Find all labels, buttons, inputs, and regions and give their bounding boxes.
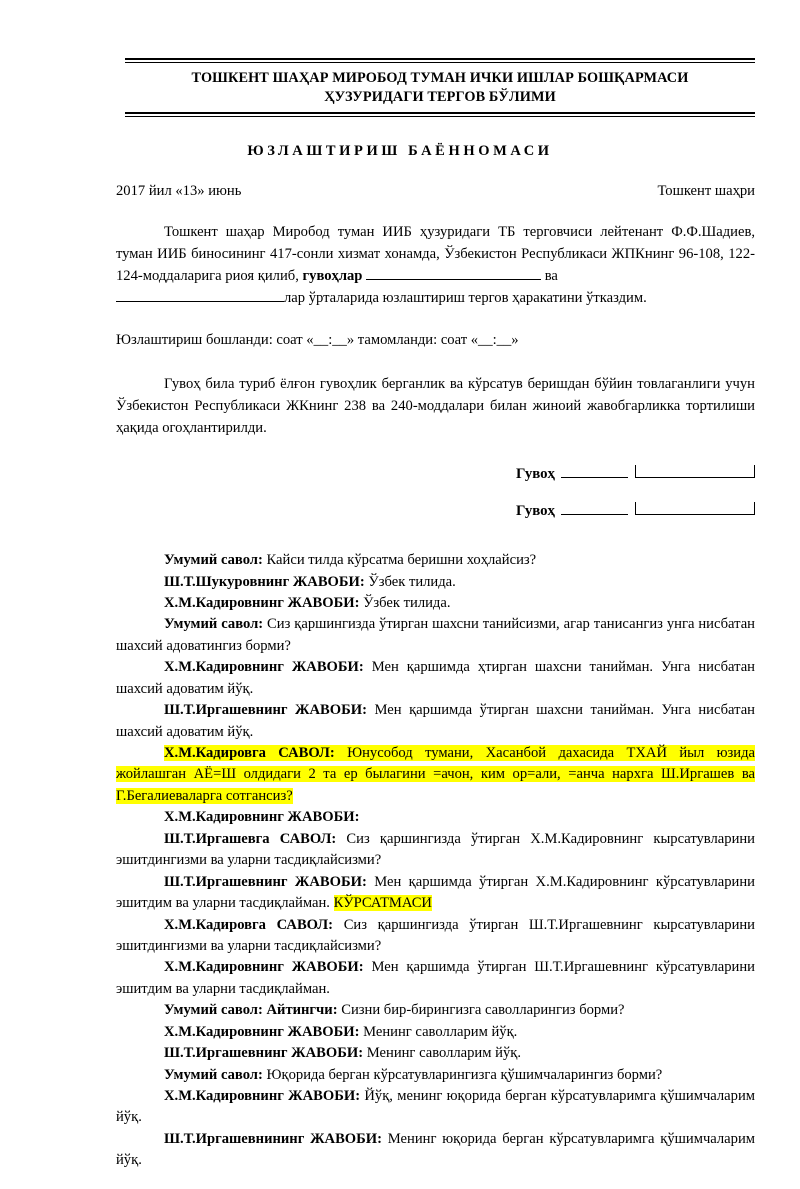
qa-entry xyxy=(116,1022,755,1043)
qa-entry-label: Х.М.Кадировнинг ЖАВОБИ: xyxy=(164,659,364,676)
qa-entry-label: Ш.Т.Иргашевнинг ЖАВОБИ: xyxy=(164,873,367,890)
qa-entry xyxy=(116,1129,755,1172)
qa-entry xyxy=(116,1000,755,1021)
qa-entry-label: Х.М.Кадировнинг ЖАВОБИ: xyxy=(164,1023,360,1040)
qa-entry xyxy=(116,572,755,593)
document-date: 2017 йил «13» июнь xyxy=(116,182,242,199)
qa-entry xyxy=(116,807,755,828)
signature-sign-line-2[interactable] xyxy=(635,502,755,515)
organization-title-line-1: ТОШКЕНТ ШАҲАР МИРОБОД ТУМАН ИЧКИ ИШЛАР БОШҚАРМАСИ xyxy=(191,70,689,86)
qa-entry xyxy=(116,915,755,958)
blank-field-witnesses[interactable] xyxy=(366,279,541,280)
intro-bold-word: гувоҳлар xyxy=(302,268,363,285)
qa-entry-label: Ш.Т.Иргашевнинг ЖАВОБИ: xyxy=(164,702,367,719)
signature-row-2 xyxy=(516,502,755,520)
qa-entry-highlighted-note: КЎРСАТМАСИ xyxy=(333,895,432,912)
qa-entry-label: Ш.Т.Иргашевга САВОЛ: xyxy=(164,830,337,847)
qa-entry xyxy=(116,700,755,743)
qa-entry-text: Юнусобод тумани, Хасанбой дахасида ТХАЙ йыл юзида жойлашган АЁ=Ш олдидаги 2 та ер былагини =ачон, ким ор=али, =анча нархга Ш.Иргашев ва Г.Бегалиеваларга сотгансиз? xyxy=(116,745,755,804)
qa-entry xyxy=(116,957,755,1000)
qa-entry-text: Менинг саволларим йўқ. xyxy=(359,1023,518,1040)
qa-entry-text: Сиз қаршингизда ўтирган шахсни танийсизми, агар танисангиз унга нисбатан шахсий адоватингиз борми? xyxy=(116,616,755,654)
qa-entry xyxy=(116,593,755,614)
qa-entry-label: Умумий савол: xyxy=(164,1066,263,1083)
qa-entry xyxy=(116,1065,755,1086)
qa-entry-label: Х.М.Кадировга САВОЛ: xyxy=(164,745,335,762)
intro-text-part-3: лар ўрталарида юзлаштириш тергов ҳаракатини ўтказдим. xyxy=(284,290,647,307)
signature-row-1 xyxy=(516,465,755,483)
qa-entry-label: Х.М.Кадировнинг ЖАВОБИ: xyxy=(164,594,360,611)
qa-entry-text: Мен қаршимда ҳтирган шахсни танийман. Унга нисбатан шахсий адоватим йўқ. xyxy=(116,659,755,697)
signature-name-line-2[interactable] xyxy=(561,503,628,515)
intro-text-part-1: Тошкент шаҳар Миробод туман ИИБ ҳузуридаги ТБ терговчиси лейтенант Ф.Ф.Шадиев, туман ИИБ биносининг 417-сонли хизмат хонамда, Ўзбекистон Республикаси ЖПКнинг 96-108, 122-124-моддаларига риоя қилиб, xyxy=(116,223,755,285)
signature-sign-line-1[interactable] xyxy=(635,465,755,478)
signature-label-1: Гувоҳ xyxy=(516,466,555,483)
qa-entry xyxy=(116,1043,755,1064)
qa-entry-text: Кайси тилда кўрсатма беришни хоҳлайсиз? xyxy=(262,552,537,569)
blank-field-participants[interactable] xyxy=(116,301,284,302)
qa-entry-text: Юқорида берган кўрсатувларингизга қўшимчаларингиз борми? xyxy=(262,1066,663,1083)
qa-entry-text: Сиз қаршингизда ўтирган Ш.Т.Иргашевнинг кырсатувларини эшитдингизми ва уларни тасдиқлайсизми? xyxy=(116,916,755,954)
qa-entry-label: Умумий савол: xyxy=(164,616,264,633)
signature-name-line-1[interactable] xyxy=(561,466,628,478)
signature-area xyxy=(116,465,755,520)
qa-entry-text: Менинг юқорида берган кўрсатувларимга қўшимчаларим йўқ. xyxy=(116,1130,755,1169)
date-place-row xyxy=(116,183,755,200)
question-answer-list xyxy=(116,550,755,1172)
qa-entry xyxy=(116,1086,755,1129)
header-rule-bottom xyxy=(125,112,755,117)
qa-entry xyxy=(116,743,755,807)
header-rule-top xyxy=(125,58,755,63)
qa-entry xyxy=(116,614,755,657)
qa-entry-label: Умумий савол: Айтингчи: xyxy=(164,1002,338,1019)
timing-paragraph: Юзлаштириш бошланди: соат «__:__» тамомланди: соат «__:__» xyxy=(116,332,519,349)
organization-title xyxy=(125,69,755,107)
qa-entry-text: Мен қаршимда ўтирган Х.М.Кадировнинг кўрсатувларини эшитдим ва уларни тасдиқлайман. xyxy=(116,873,755,912)
qa-entry xyxy=(116,872,755,915)
warning-paragraph: Гувоҳ била туриб ёлғон гувоҳлик берганлик ва кўрсатув беришдан бўйин товлаганлиги учун Ўзбекистон Республикаси ЖКнинг 238 ва 240-моддалари билан жиноий жавобгарликка тортилиши ҳақида огоҳлантирилди. xyxy=(116,375,755,436)
qa-entry-text: Менинг саволларим йўқ. xyxy=(363,1045,521,1062)
document-page xyxy=(0,58,800,1189)
qa-entry xyxy=(116,829,755,872)
qa-entry-label: Умумий савол: xyxy=(164,552,263,569)
intro-paragraph xyxy=(116,221,755,310)
qa-entry-label: Х.М.Кадировнинг ЖАВОБИ: xyxy=(164,959,364,976)
qa-entry-text: Ўзбек тилида. xyxy=(359,594,451,611)
qa-entry-text: Йўқ, менинг юқорида берган кўрсатувларимга қўшимчаларим йўқ. xyxy=(116,1088,755,1126)
document-body xyxy=(116,183,755,1172)
document-header xyxy=(125,58,755,117)
qa-entry-label: Х.М.Кадировнинг ЖАВОБИ: xyxy=(164,1088,361,1105)
qa-entry-text: Ўзбек тилида. xyxy=(364,573,456,590)
document-title: ЮЗЛАШТИРИШ БАЁННОМАСИ xyxy=(247,142,553,159)
qa-entry-text: Мен қаршимда ўтирган шахсни танийман. Унга нисбатан шахсий адоватим йўқ. xyxy=(116,702,755,740)
qa-entry xyxy=(116,657,755,700)
qa-entry-text: Сиз қаршингизда ўтирган Х.М.Кадировнинг кырсатувларини эшитдингизми ва уларни тасдиқлайсизми? xyxy=(116,830,755,869)
qa-entry-label: Х.М.Кадировга САВОЛ: xyxy=(164,916,334,933)
document-place: Тошкент шаҳри xyxy=(657,182,755,199)
qa-entry-label: Х.М.Кадировнинг ЖАВОБИ: xyxy=(164,809,360,826)
qa-entry-text: Мен қаршимда ўтирган Ш.Т.Иргашевнинг кўрсатувларини эшитдим ва уларни тасдиқлайман. xyxy=(116,959,755,997)
intro-text-part-2: ва xyxy=(544,268,558,285)
qa-entry-label: Ш.Т.Иргашевнинг ЖАВОБИ: xyxy=(164,1045,364,1062)
qa-entry-label: Ш.Т.Иргашевнининг ЖАВОБИ: xyxy=(164,1130,383,1147)
signature-label-2: Гувоҳ xyxy=(516,503,555,520)
qa-entry-label: Ш.Т.Шукуровнинг ЖАВОБИ: xyxy=(164,573,365,590)
qa-entry xyxy=(116,550,755,571)
organization-title-line-2: ҲУЗУРИДАГИ ТЕРГОВ БЎЛИМИ xyxy=(324,88,556,105)
qa-entry-text: Сизни бир-бирингизга саволларингиз борми? xyxy=(337,1002,625,1019)
